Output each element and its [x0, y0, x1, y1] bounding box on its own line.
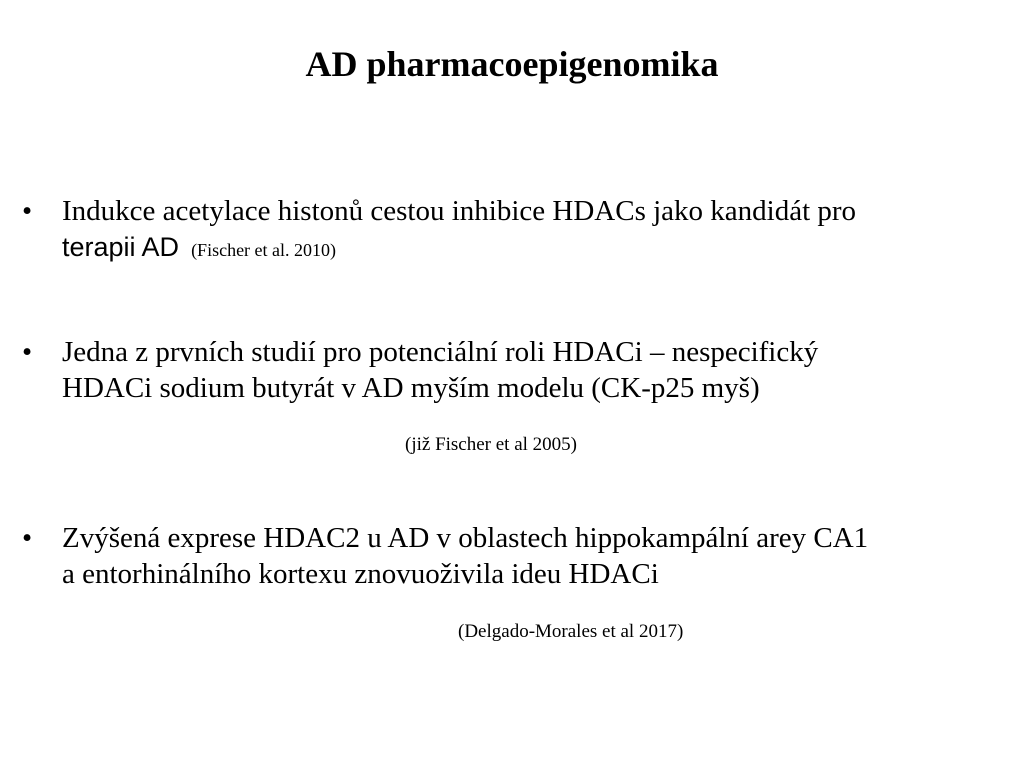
bullet-text [62, 193, 1022, 268]
bullet-marker: • [22, 336, 33, 368]
bullet-text [62, 520, 1022, 592]
bullet-text [62, 334, 1022, 406]
bullet-line: a entorhinálního kortexu znovuoživila ideu HDACi [62, 558, 659, 590]
citation: (Fischer et al. 2010) [191, 240, 337, 260]
bullet-line: HDACi sodium butyrát v AD myším modelu (CK-p25 myš) [62, 372, 760, 404]
citation: (Delgado-Morales et al 2017) [458, 621, 684, 642]
bullet-marker: • [22, 522, 33, 554]
bullet-line-text: terapii AD [62, 232, 180, 262]
bullet-marker: • [22, 195, 33, 227]
bullet-line: Zvýšená exprese HDAC2 u AD v oblastech hippokampální arey CA1 [62, 522, 869, 554]
bullet-line: Indukce acetylace histonů cestou inhibice HDACs jako kandidát pro [62, 195, 857, 227]
slide-title: AD pharmacoepigenomika [305, 44, 719, 84]
bullet-line [62, 229, 1022, 268]
bullet-line: Jedna z prvních studií pro potenciální roli HDACi – nespecifický [62, 336, 819, 368]
citation: (již Fischer et al 2005) [405, 434, 578, 455]
